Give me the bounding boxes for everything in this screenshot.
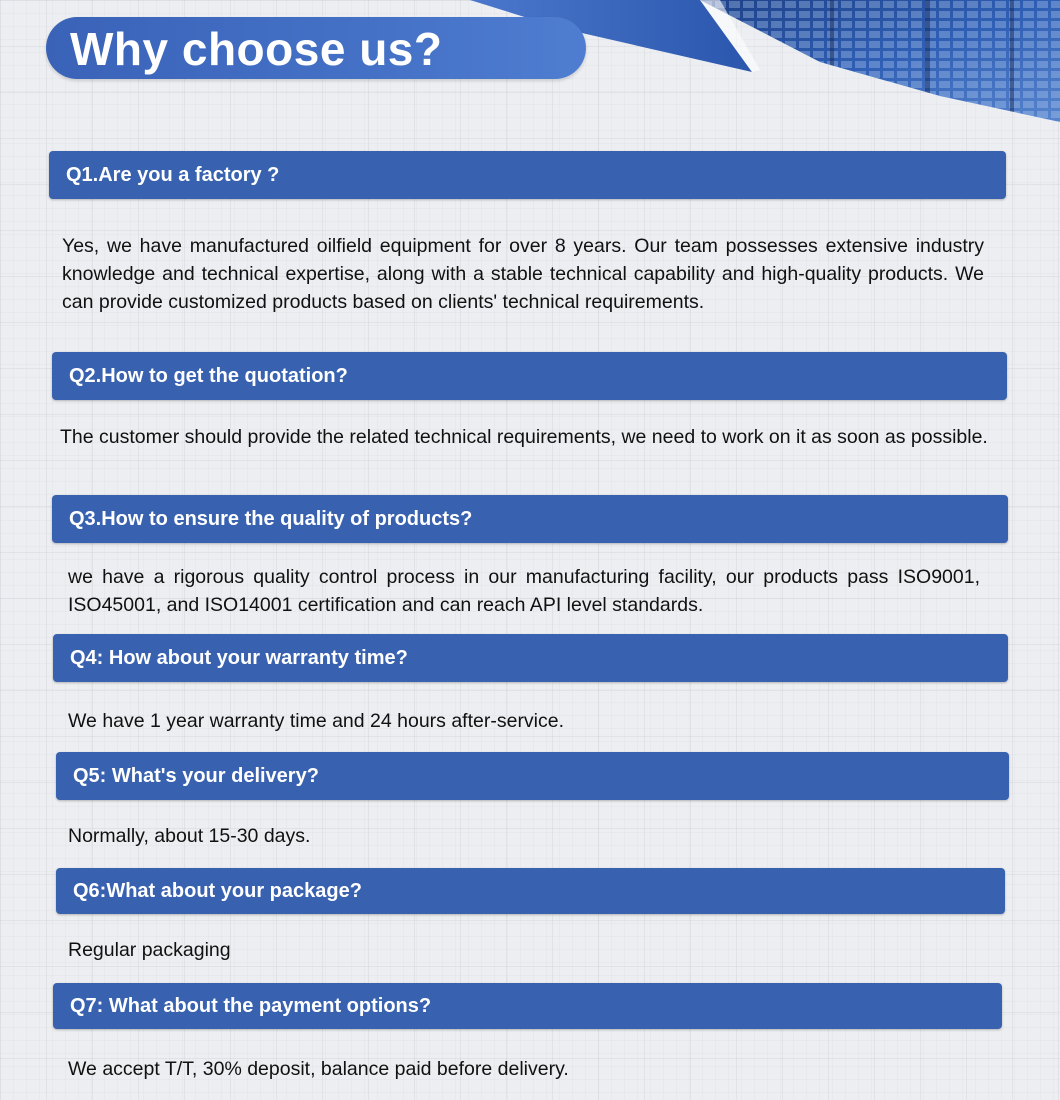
faq-answer-3: we have a rigorous quality control process in our manufacturing facility, our products pass ISO9001, ISO45001, and ISO14001 certification and can reach API level standards.: [68, 566, 980, 616]
faq-answer-5: Normally, about 15-30 days.: [68, 825, 311, 847]
faq-question-7: Q7: What about the payment options?: [70, 994, 432, 1017]
faq-question-bar-2: [52, 352, 1007, 400]
faq-question-2: Q2.How to get the quotation?: [69, 364, 348, 387]
faq-answer-6: Regular packaging: [68, 939, 231, 961]
faq-question-6: Q6:What about your package?: [73, 879, 362, 902]
faq-question-bar-3: [52, 495, 1008, 543]
faq-answer-1: Yes, we have manufactured oilfield equipment for over 8 years. Our team possesses extensive industry knowledge and technical expertise, along with a stable technical capability and high-quality products. We can provide customized products based on clients' technical requirements.: [62, 235, 984, 313]
faq-question-4: Q4: How about your warranty time?: [70, 646, 408, 669]
faq-question-5: Q5: What's your delivery?: [73, 764, 319, 787]
faq-question-bar-1: [49, 151, 1006, 199]
faq-answer-7: We accept T/T, 30% deposit, balance paid before delivery.: [68, 1058, 569, 1080]
faq-question-bar-4: [53, 634, 1008, 682]
faq-answer-4: We have 1 year warranty time and 24 hours after-service.: [68, 710, 565, 732]
faq-question-1: Q1.Are you a factory ?: [66, 163, 280, 186]
faq-question-bar-7: [53, 983, 1002, 1029]
faq-question-bar-5: [56, 752, 1009, 800]
faq-answer-2: The customer should provide the related technical requirements, we need to work on it as soon as possible.: [60, 426, 988, 448]
page-title: Why choose us?: [70, 23, 443, 75]
faq-question-bar-6: [56, 868, 1005, 914]
faq-question-3: Q3.How to ensure the quality of products?: [69, 507, 473, 530]
